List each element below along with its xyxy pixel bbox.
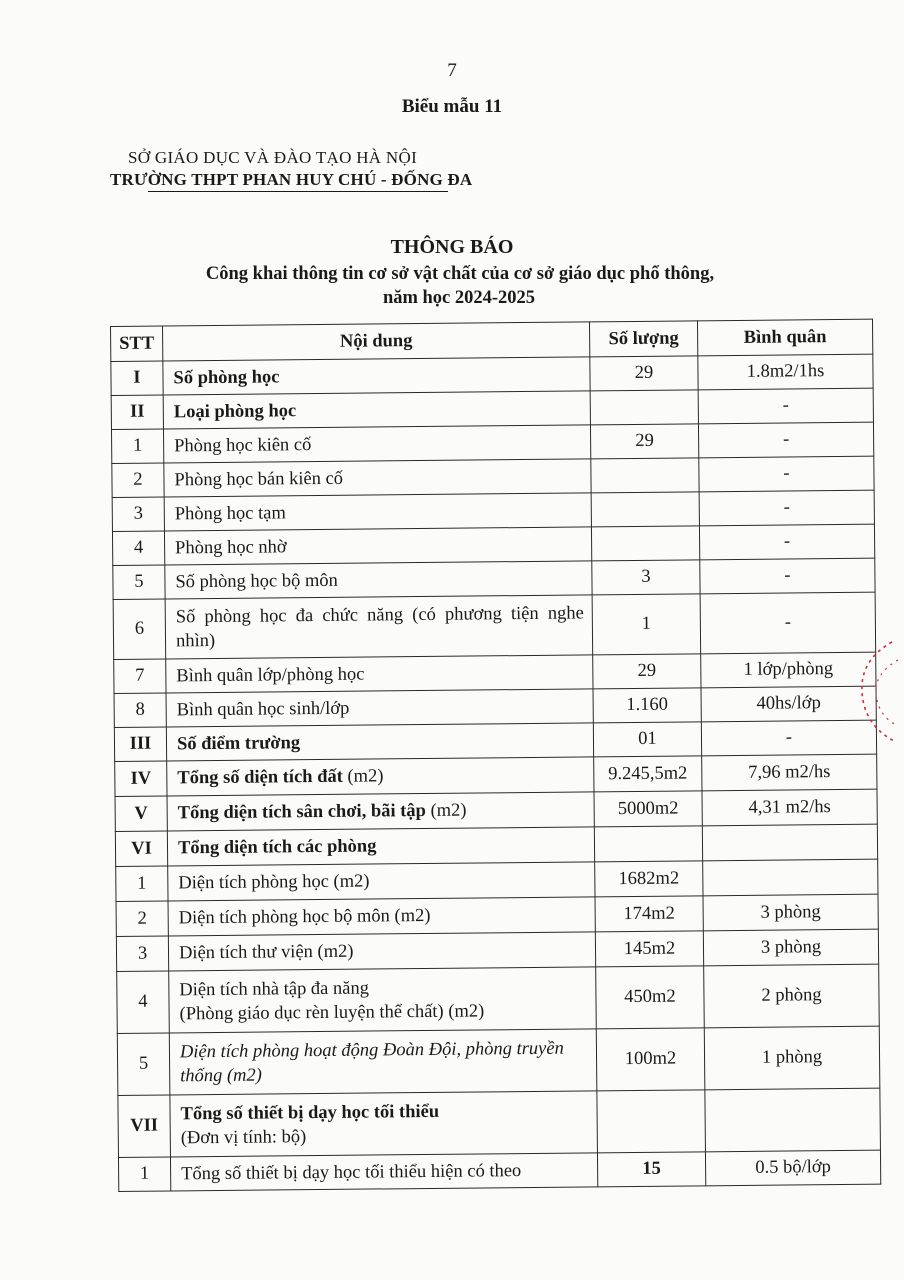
row-qty: 29 [590, 424, 698, 459]
school-name: TRƯỜNG THPT PHAN HUY CHÚ - ĐỐNG ĐA [110, 170, 473, 189]
row-stt: 2 [112, 463, 164, 497]
school-underline [148, 191, 448, 192]
row-stt: 2 [116, 901, 168, 936]
row-content [169, 967, 597, 1033]
row-content: Diện tích phòng học (m2) [168, 862, 595, 901]
row-qty [591, 458, 699, 493]
row-content: Tổng số thiết bị dạy học tối thiểu hiện có theo [170, 1153, 597, 1191]
row-avg: - [698, 388, 873, 424]
row-content-text: Tổng số diện tích đất [177, 766, 343, 789]
row-content: Diện tích phòng học bộ môn (m2) [168, 897, 595, 936]
row-avg: - [699, 456, 874, 492]
row-stt: VI [115, 831, 167, 866]
row-avg: 40hs/lớp [701, 686, 876, 722]
row-qty: 29 [590, 356, 698, 391]
page-number: 7 [447, 60, 457, 81]
header-content: Nội dung [163, 322, 590, 361]
row-avg: 3 phòng [703, 894, 878, 931]
row-content-line2: (Phòng giáo dục rèn luyện thể chất) (m2) [179, 1000, 485, 1024]
row-qty [590, 390, 698, 425]
row-content: Phòng học kiên cố [163, 425, 590, 463]
stamp-arc-inner [876, 660, 898, 726]
row-content: Phòng học bán kiên cố [164, 459, 591, 497]
row-stt: 3 [116, 936, 168, 971]
row-content: Bình quân lớp/phòng học [166, 655, 593, 693]
row-qty: 1.160 [593, 688, 701, 723]
row-content-line2: (Đơn vị tính: bộ) [180, 1126, 307, 1148]
row-unit: (m2) [430, 800, 467, 821]
row-avg: 0.5 bộ/lớp [705, 1150, 880, 1186]
row-stt: 4 [112, 531, 164, 565]
notice-title: THÔNG BÁO [390, 236, 514, 258]
row-stt: 5 [113, 565, 165, 599]
row-qty [591, 492, 699, 527]
row-avg: - [699, 490, 874, 526]
row-content: Tổng diện tích các phòng [167, 827, 594, 866]
row-stt: 1 [111, 429, 163, 463]
row-content: Số phòng học bộ môn [165, 561, 592, 599]
row-content: Diện tích thư viện (m2) [168, 932, 595, 971]
row-qty [597, 1090, 706, 1153]
row-content: Phòng học tạm [164, 493, 591, 531]
row-qty: 01 [593, 722, 701, 757]
row-stt: 8 [114, 693, 166, 727]
row-stt: 3 [112, 497, 164, 531]
row-qty: 9.245,5m2 [594, 756, 702, 792]
row-content [167, 757, 594, 796]
row-stt: III [114, 727, 166, 761]
table-row [117, 964, 880, 1033]
department-name: SỞ GIÁO DỤC VÀ ĐÀO TẠO HÀ NỘI [128, 148, 418, 167]
row-stt: IV [115, 761, 167, 796]
red-stamp-fragment [852, 630, 904, 750]
row-avg: - [700, 558, 875, 594]
notice-subtitle: Công khai thông tin cơ sở vật chất của cơ sở giáo dục phổ thông, [205, 264, 715, 284]
row-stt: I [111, 361, 163, 395]
row-qty: 29 [593, 654, 701, 689]
row-avg [705, 1088, 881, 1152]
row-content-line1: Diện tích nhà tập đa năng [179, 978, 370, 1000]
row-avg [702, 824, 877, 861]
notice-school-year: năm học 2024-2025 [382, 288, 536, 308]
table-row [118, 1150, 880, 1191]
row-qty: 450m2 [596, 966, 705, 1029]
row-qty: 174m2 [595, 896, 703, 932]
header-stt: STT [111, 326, 163, 361]
row-avg: 2 phòng [704, 964, 880, 1028]
row-content [170, 1091, 598, 1157]
row-content: Phòng học nhờ [164, 527, 591, 565]
row-stt: VII [118, 1095, 171, 1157]
row-stt: 1 [116, 866, 168, 901]
row-stt: 5 [117, 1033, 170, 1095]
row-content [167, 792, 594, 831]
row-avg: 3 phòng [703, 929, 878, 966]
row-content: Diện tích phòng hoạt động Đoàn Đội, phòng truyền thống (m2) [169, 1029, 597, 1095]
row-avg: - [698, 422, 873, 458]
row-content: Số điểm trường [166, 723, 593, 761]
form-title: Biểu mẫu 11 [401, 96, 503, 117]
row-stt: 6 [113, 599, 166, 659]
row-stt: 4 [117, 971, 170, 1033]
row-content: Bình quân học sinh/lớp [166, 689, 593, 727]
table-row [113, 592, 876, 659]
row-avg: - [701, 720, 876, 756]
row-qty: 3 [592, 560, 700, 595]
header-avg: Bình quân [697, 319, 872, 356]
row-unit: (m2) [347, 766, 384, 787]
row-qty: 1 [592, 594, 701, 655]
row-avg: 1.8m2/1hs [698, 354, 873, 390]
table-row [118, 1088, 881, 1157]
row-avg: 7,96 m2/hs [702, 754, 877, 791]
row-avg: 1 phòng [704, 1026, 880, 1090]
row-stt: V [115, 796, 167, 831]
row-qty [594, 826, 702, 862]
row-avg: - [700, 592, 876, 654]
row-qty: 15 [597, 1152, 705, 1187]
row-content: Số phòng học đa chức năng (có phương tiện nghe nhìn) [165, 595, 593, 659]
facilities-table [110, 319, 881, 1192]
row-content: Số phòng học [163, 357, 590, 395]
row-content: Loại phòng học [163, 391, 590, 429]
row-avg [703, 859, 878, 896]
row-qty: 5000m2 [594, 791, 702, 827]
header-qty: Số lượng [589, 321, 697, 357]
row-qty: 145m2 [595, 931, 703, 967]
row-qty [591, 526, 699, 561]
row-content-line1: Tổng số thiết bị dạy học tối thiểu [180, 1101, 440, 1124]
row-stt: 1 [118, 1157, 170, 1191]
row-avg: - [699, 524, 874, 560]
row-qty: 1682m2 [595, 861, 703, 897]
stamp-arc [862, 642, 896, 742]
row-stt: II [111, 395, 163, 429]
row-avg: 4,31 m2/hs [702, 789, 877, 826]
table-row [117, 1026, 880, 1095]
row-qty: 100m2 [596, 1028, 705, 1091]
row-stt: 7 [114, 659, 166, 693]
row-avg: 1 lớp/phòng [701, 652, 876, 688]
row-content-text: Tổng diện tích sân chơi, bãi tập [177, 800, 427, 824]
